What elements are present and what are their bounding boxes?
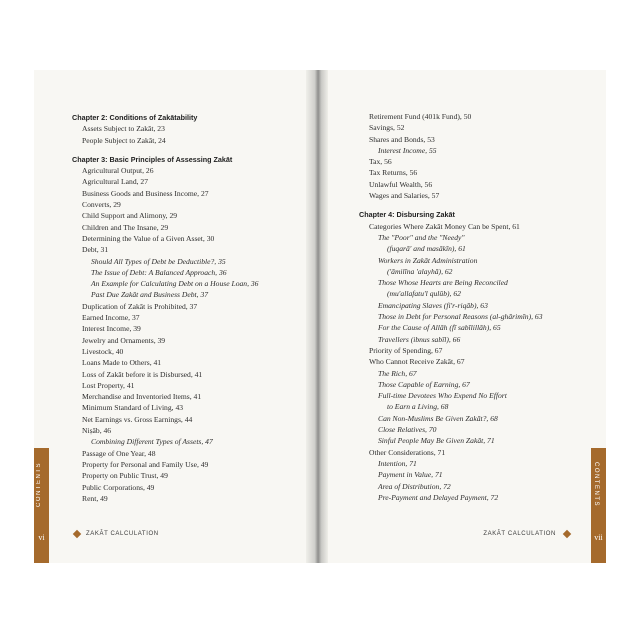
toc-entry: Intention, 71 (378, 458, 417, 468)
toc-entry: Passage of One Year, 48 (82, 448, 156, 458)
toc-entry: Tax, 56 (369, 157, 392, 167)
toc-entry: Workers in Zakāt Administration (378, 255, 478, 265)
toc-entry: Who Cannot Receive Zakāt, 67 (369, 357, 465, 367)
right-page-number: vii (594, 533, 603, 542)
toc-entry: Interest Income, 39 (82, 324, 141, 334)
toc-entry: People Subject to Zakāt, 24 (82, 135, 166, 145)
toc-entry: Livestock, 40 (82, 346, 124, 356)
toc-entry: (fuqarā' and masākīn), 61 (387, 244, 466, 254)
toc-entry: Debt, 31 (82, 245, 109, 255)
toc-chapter-heading: Chapter 4: Disbursing Zakāt (359, 210, 455, 220)
toc-entry: Public Corporations, 49 (82, 482, 155, 492)
toc-entry: The "Poor" and the "Needy" (378, 232, 465, 242)
toc-entry: Interest Income, 55 (378, 145, 437, 155)
toc-entry: Other Considerations, 71 (369, 447, 446, 457)
left-page-number: vi (38, 533, 45, 542)
toc-entry: Converts, 29 (82, 200, 121, 210)
toc-entry: Duplication of Zakāt is Prohibited, 37 (82, 301, 198, 311)
right-toc-list (359, 111, 543, 503)
toc-entry: Wages and Salaries, 57 (369, 191, 440, 201)
toc-entry: Child Support and Alimony, 29 (82, 211, 178, 221)
book-spine-gutter (306, 70, 328, 563)
toc-entry: Assets Subject to Zakāt, 23 (82, 124, 165, 134)
toc-entry: Full-time Devotees Who Expend No Effort (378, 391, 507, 401)
toc-entry: Travellers (ibnus sabīl), 66 (378, 334, 461, 344)
toc-entry: Area of Distribution, 72 (378, 481, 451, 491)
toc-entry: Savings, 52 (369, 123, 405, 133)
toc-entry: Earned Income, 37 (82, 313, 140, 323)
toc-entry: Pre-Payment and Delayed Payment, 72 (378, 492, 499, 502)
toc-entry: Agricultural Output, 26 (82, 166, 154, 176)
toc-entry: Retirement Fund (401k Fund), 50 (369, 112, 472, 121)
right-edge-tab (591, 70, 606, 563)
toc-entry: Loss of Zakāt before it is Disbursed, 41 (82, 369, 203, 379)
toc-spacer (359, 201, 543, 209)
toc-chapter-heading: Chapter 3: Basic Principles of Assessing Zakāt (72, 154, 233, 164)
left-edge-tab (34, 70, 49, 563)
toc-entry: Lost Property, 41 (82, 380, 135, 390)
left-toc-list (72, 112, 258, 504)
toc-entry: Can Non-Muslims Be Given Zakāt?, 68 (378, 413, 498, 423)
toc-entry: Those Capable of Earning, 67 (378, 379, 470, 389)
toc-entry: to Earn a Living, 68 (387, 402, 449, 412)
toc-entry: Past Due Zakāt and Business Debt, 37 (91, 290, 209, 300)
toc-entry: An Example for Calculating Debt on a House Loan, 36 (91, 279, 259, 289)
toc-entry: Children and The Insane, 29 (82, 222, 169, 232)
right-side-label: CONTENTS (593, 462, 599, 507)
toc-entry: Shares and Bonds, 53 (369, 134, 435, 144)
toc-entry: Payment in Value, 71 (378, 470, 443, 480)
right-page (317, 70, 606, 563)
toc-entry: Niṣāb, 46 (82, 426, 112, 436)
left-page (34, 70, 314, 563)
toc-entry: Those Whose Hearts are Being Reconciled (378, 278, 508, 288)
toc-entry: Close Relatives, 70 (378, 425, 437, 435)
left-side-label: CONTENTS (36, 462, 42, 507)
toc-entry: Jewelry and Ornaments, 39 (82, 335, 166, 345)
toc-entry: Should All Types of Debt be Deductible?, 35 (91, 256, 226, 266)
toc-entry: The Rich, 67 (378, 368, 417, 378)
toc-entry: Agricultural Land, 27 (82, 177, 149, 187)
toc-entry: Business Goods and Business Income, 27 (82, 188, 209, 198)
toc-entry: Emancipating Slaves (fi'r-riqāb), 63 (378, 300, 488, 310)
toc-entry: Loans Made to Others, 41 (82, 358, 162, 368)
toc-entry: ('āmilīna 'alayhā), 62 (387, 266, 453, 276)
toc-entry: Tax Returns, 56 (369, 168, 418, 178)
toc-entry: Sinful People May Be Given Zakāt, 71 (378, 436, 495, 446)
open-book (34, 70, 606, 563)
right-footer-title: ZAKĀT CALCULATION (483, 531, 556, 537)
toc-entry: Those in Debt for Personal Reasons (al-ghārimīn), 63 (378, 312, 543, 322)
toc-entry: Priority of Spending, 67 (369, 345, 443, 355)
toc-entry: Unlawful Wealth, 56 (369, 179, 433, 189)
toc-entry: Property for Personal and Family Use, 49 (82, 459, 209, 469)
left-footer-title: ZAKĀT CALCULATION (86, 531, 159, 537)
toc-entry: (mu'allafatu'l qulūb), 62 (387, 289, 461, 299)
toc-chapter-heading: Chapter 2: Conditions of Zakātability (72, 113, 198, 122)
toc-entry: Determining the Value of a Given Asset, 30 (82, 233, 215, 243)
toc-entry: The Issue of Debt: A Balanced Approach, 36 (91, 267, 227, 277)
right-footer-diamond (563, 530, 571, 538)
toc-entry: Property on Public Trust, 49 (82, 471, 168, 481)
toc-entry: For the Cause of Allāh (fī sabīlillāh), 65 (378, 323, 501, 333)
toc-entry: Combining Different Types of Assets, 47 (91, 437, 213, 447)
toc-entry: Categories Where Zakāt Money Can be Spent, 61 (369, 221, 520, 231)
toc-entry: Minimum Standard of Living, 43 (82, 403, 184, 413)
toc-spacer (72, 146, 258, 154)
toc-entry: Merchandise and Inventoried Items, 41 (82, 392, 202, 402)
left-footer-diamond (73, 530, 81, 538)
toc-entry: Net Earnings vs. Gross Earnings, 44 (82, 414, 193, 424)
toc-entry: Rent, 49 (82, 493, 108, 503)
